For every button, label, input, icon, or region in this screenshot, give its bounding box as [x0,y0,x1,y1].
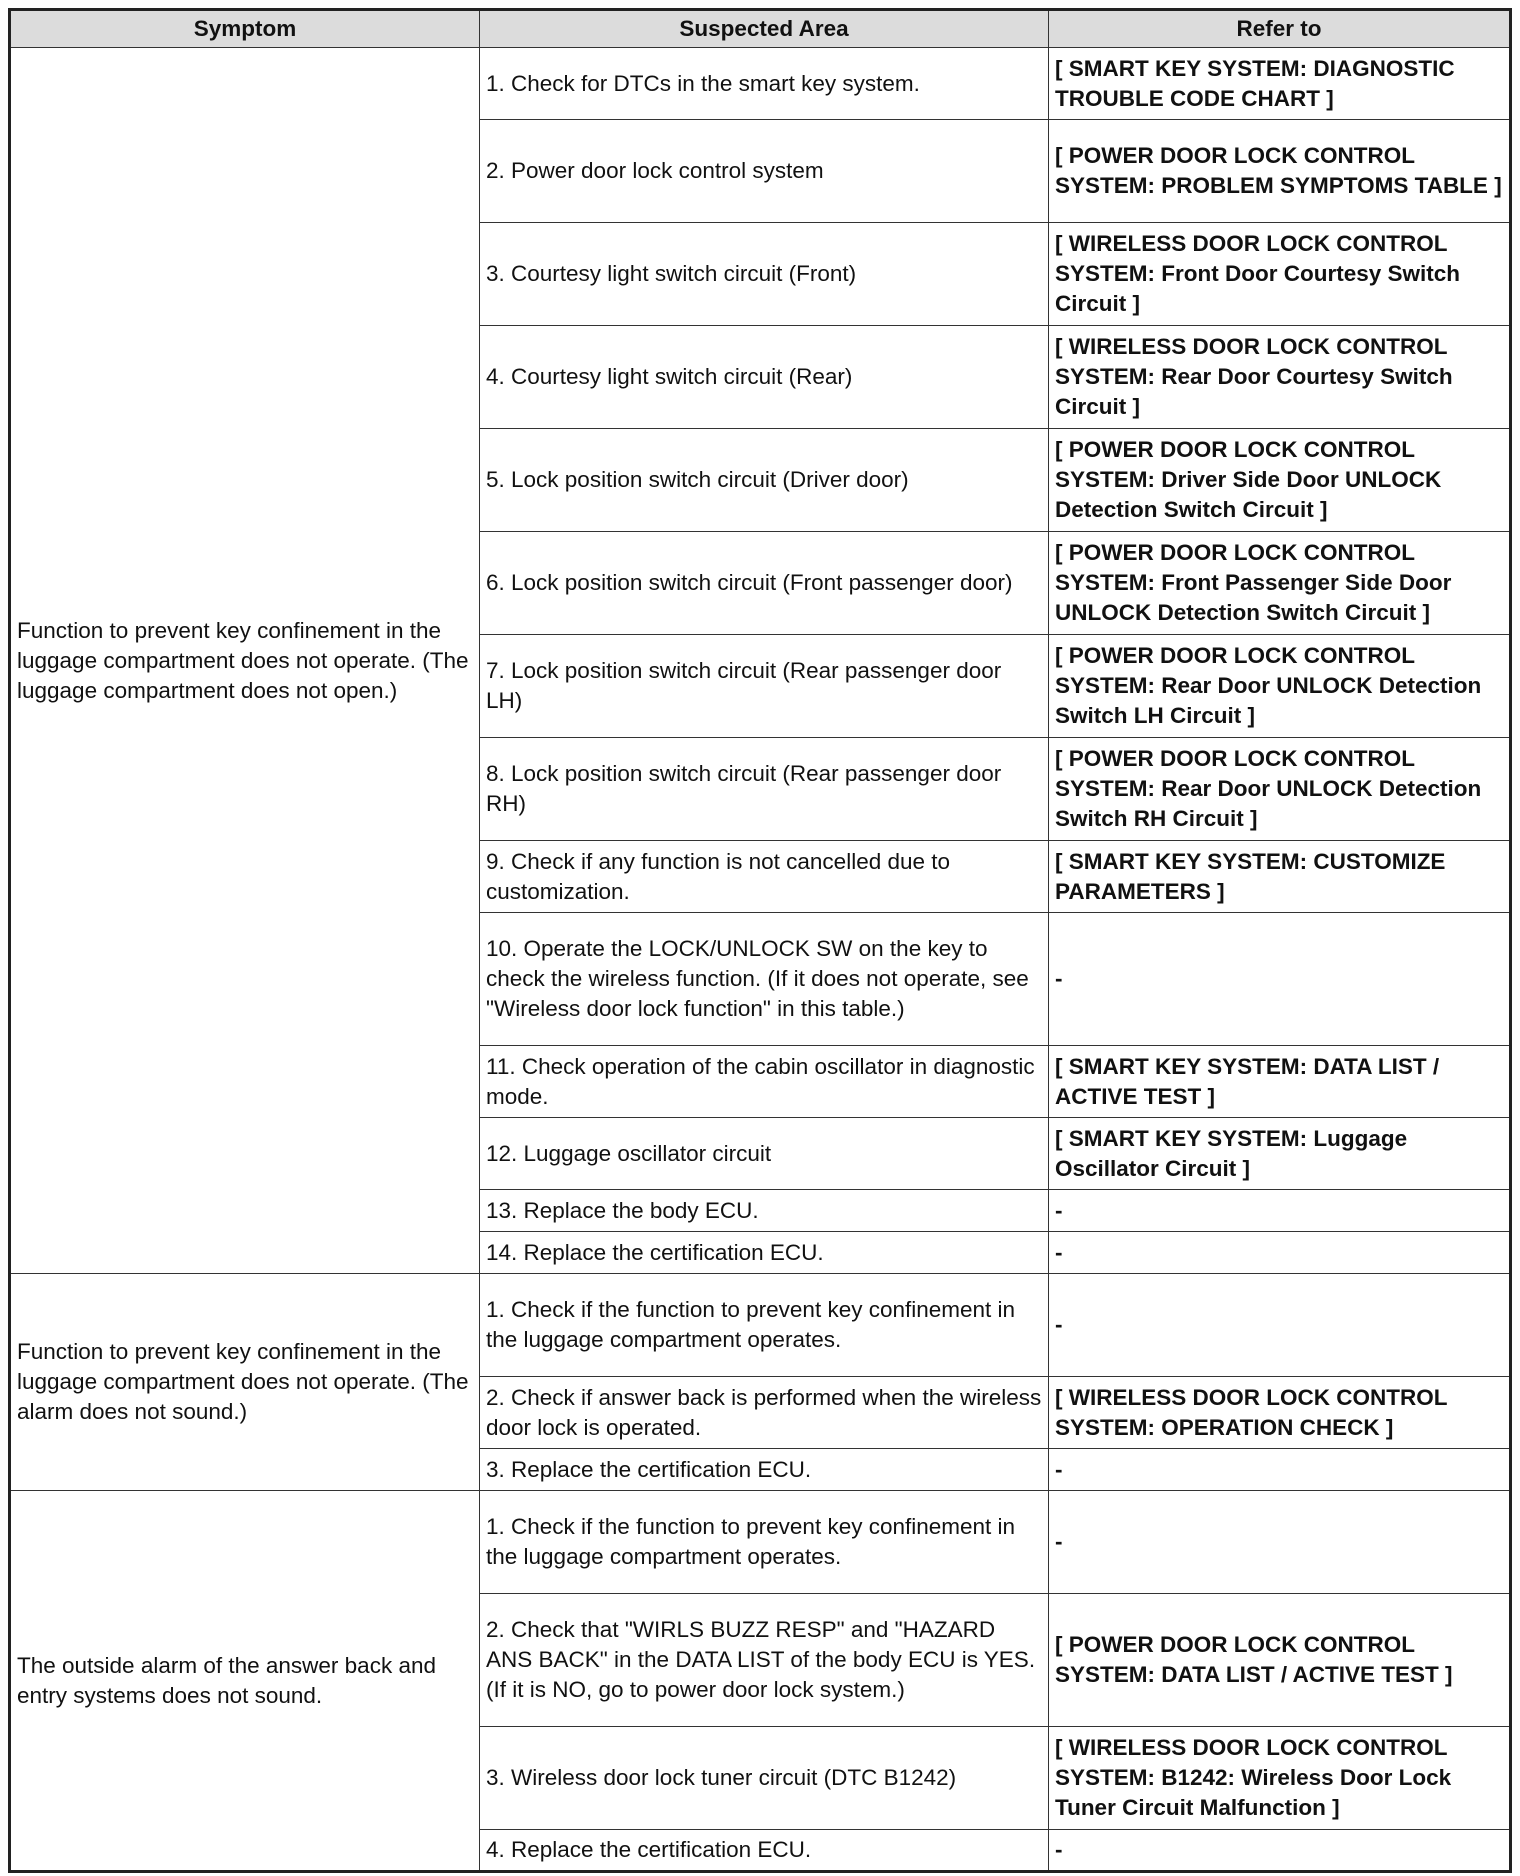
refer-to-cell: [ SMART KEY SYSTEM: DATA LIST / ACTIVE TEST ] [1049,1046,1511,1118]
refer-to-cell: - [1049,1491,1511,1594]
suspected-area-cell: 1. Check if the function to prevent key confinement in the luggage compartment operates. [480,1274,1049,1377]
refer-to-cell: - [1049,1190,1511,1232]
suspected-area-cell: 1. Check for DTCs in the smart key system. [480,48,1049,120]
refer-to-cell: [ WIRELESS DOOR LOCK CONTROL SYSTEM: OPERATION CHECK ] [1049,1377,1511,1449]
suspected-area-cell: 14. Replace the certification ECU. [480,1232,1049,1274]
refer-to-cell: [ SMART KEY SYSTEM: CUSTOMIZE PARAMETERS ] [1049,841,1511,913]
refer-to-cell: [ POWER DOOR LOCK CONTROL SYSTEM: Driver Side Door UNLOCK Detection Switch Circuit ] [1049,429,1511,532]
refer-to-cell: [ WIRELESS DOOR LOCK CONTROL SYSTEM: Rear Door Courtesy Switch Circuit ] [1049,326,1511,429]
suspected-area-cell: 13. Replace the body ECU. [480,1190,1049,1232]
suspected-area-cell: 6. Lock position switch circuit (Front passenger door) [480,532,1049,635]
table-row [10,1491,1511,1594]
suspected-area-cell: 3. Courtesy light switch circuit (Front) [480,223,1049,326]
header-symptom: Symptom [10,10,480,48]
suspected-area-cell: 7. Lock position switch circuit (Rear passenger door LH) [480,635,1049,738]
refer-to-cell: - [1049,913,1511,1046]
suspected-area-cell: 2. Power door lock control system [480,120,1049,223]
refer-to-cell: [ POWER DOOR LOCK CONTROL SYSTEM: DATA LIST / ACTIVE TEST ] [1049,1594,1511,1727]
suspected-area-cell: 11. Check operation of the cabin oscillator in diagnostic mode. [480,1046,1049,1118]
refer-to-cell: [ SMART KEY SYSTEM: Luggage Oscillator Circuit ] [1049,1118,1511,1190]
symptom-cell: Function to prevent key confinement in the luggage compartment does not operate. (The alarm does not sound.) [10,1274,480,1491]
refer-to-cell: [ SMART KEY SYSTEM: DIAGNOSTIC TROUBLE CODE CHART ] [1049,48,1511,120]
suspected-area-cell: 2. Check that "WIRLS BUZZ RESP" and "HAZARD ANS BACK" in the DATA LIST of the body ECU is YES. (If it is NO, go to power door lock system.) [480,1594,1049,1727]
refer-to-cell: [ POWER DOOR LOCK CONTROL SYSTEM: Rear Door UNLOCK Detection Switch LH Circuit ] [1049,635,1511,738]
refer-to-cell: [ POWER DOOR LOCK CONTROL SYSTEM: Rear Door UNLOCK Detection Switch RH Circuit ] [1049,738,1511,841]
suspected-area-cell: 8. Lock position switch circuit (Rear passenger door RH) [480,738,1049,841]
header-refer-to: Refer to [1049,10,1511,48]
refer-to-cell: [ POWER DOOR LOCK CONTROL SYSTEM: Front Passenger Side Door UNLOCK Detection Switch Circuit ] [1049,532,1511,635]
suspected-area-cell: 10. Operate the LOCK/UNLOCK SW on the key to check the wireless function. (If it does not operate, see "Wireless door lock function" in this table.) [480,913,1049,1046]
problem-symptoms-table [8,8,1512,1873]
symptom-cell: The outside alarm of the answer back and entry systems does not sound. [10,1491,480,1872]
refer-to-cell: - [1049,1232,1511,1274]
refer-to-cell: [ WIRELESS DOOR LOCK CONTROL SYSTEM: B1242: Wireless Door Lock Tuner Circuit Malfunction ] [1049,1727,1511,1830]
refer-to-cell: - [1049,1274,1511,1377]
header-row [10,10,1511,48]
symptom-cell: Function to prevent key confinement in the luggage compartment does not operate. (The luggage compartment does not open.) [10,48,480,1274]
suspected-area-cell: 3. Replace the certification ECU. [480,1449,1049,1491]
refer-to-cell: - [1049,1830,1511,1872]
suspected-area-cell: 3. Wireless door lock tuner circuit (DTC B1242) [480,1727,1049,1830]
troubleshooting-sheet [8,8,1509,1873]
suspected-area-cell: 9. Check if any function is not cancelled due to customization. [480,841,1049,913]
suspected-area-cell: 12. Luggage oscillator circuit [480,1118,1049,1190]
table-row [10,1274,1511,1377]
header-suspected-area: Suspected Area [480,10,1049,48]
suspected-area-cell: 4. Courtesy light switch circuit (Rear) [480,326,1049,429]
refer-to-cell: [ WIRELESS DOOR LOCK CONTROL SYSTEM: Front Door Courtesy Switch Circuit ] [1049,223,1511,326]
suspected-area-cell: 4. Replace the certification ECU. [480,1830,1049,1872]
suspected-area-cell: 2. Check if answer back is performed when the wireless door lock is operated. [480,1377,1049,1449]
table-row [10,48,1511,120]
refer-to-cell: - [1049,1449,1511,1491]
refer-to-cell: [ POWER DOOR LOCK CONTROL SYSTEM: PROBLEM SYMPTOMS TABLE ] [1049,120,1511,223]
suspected-area-cell: 5. Lock position switch circuit (Driver door) [480,429,1049,532]
suspected-area-cell: 1. Check if the function to prevent key confinement in the luggage compartment operates. [480,1491,1049,1594]
